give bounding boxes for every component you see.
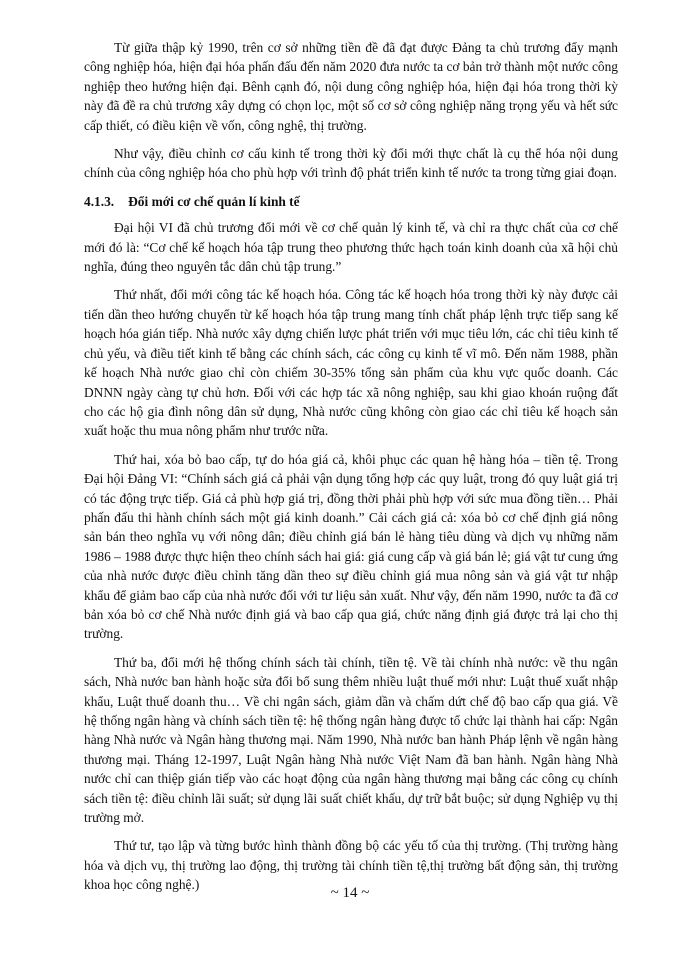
section-number: 4.1.3. xyxy=(84,193,115,209)
paragraph-second-pricing: Thứ hai, xóa bỏ bao cấp, tự do hóa giá cả, khôi phục các quan hệ hàng hóa – tiền tệ. Trong Đại hội Đảng VI: “Chính sách giá cả phải vận dụng tổng hợp các quy luật, trong đó quy luật giá trị có tác động trực tiếp. Giá cả phù hợp giá trị, đồng thời phải phù hợp với sức mua đồng tiền… Phải phấn đấu thi hành chính sách một giá kinh doanh.” Cải cách giá cả: xóa bỏ cơ chế định giá nông sản bán theo nghĩa vụ với nông dân; điều chỉnh giá bán lẻ hàng tiêu dùng và dịch vụ những năm 1986 – 1988 được thực hiện theo chính sách hai giá: giá cung cấp và giá bán lẻ; giá vật tư cung ứng của nhà nước được điều chỉnh tăng dần theo sự điều chỉnh giá mua nông sản và giá vật tư nhập khẩu để giảm bao cấp của nhà nước đối với tư liệu sản xuất. Như vậy, đến năm 1990, nước ta đã cơ bản xóa bỏ cơ chế Nhà nước định giá và bao cấp qua giá, chức năng định giá được trả lại cho thị trường. xyxy=(84,451,618,642)
paragraph-industrialization-1990s: Từ giữa thập kỷ 1990, trên cơ sở những tiền đề đã đạt được Đảng ta chủ trương đẩy mạnh công nghiệp hóa, hiện đại hóa phấn đấu đến năm 2020 đưa nước ta cơ bản trở thành một nước công nghiệp theo hướng hiện đại. Bênh cạnh đó, nội dung công nghiệp hóa, hiện đại hóa trong thời kỳ này đã đề ra chủ trương xây dựng có chọn lọc, một số cơ sở công nghiệp năng trọng yếu và hết sức cấp thiết, có điều kiện về vốn, công nghệ, thị trường. xyxy=(84,40,618,133)
paragraph-first-planning: Thứ nhất, đổi mới công tác kế hoạch hóa. Công tác kế hoạch hóa trong thời kỳ này được cải tiến dần theo hướng chuyển từ kế hoạch hóa tập trung mang tính chất pháp lệnh trực tiếp sang kế hoạch hóa gián tiếp. Nhà nước xây dựng chiến lược phát triển với mục tiêu lớn, các chỉ tiêu kinh tế chủ yếu, và điều tiết kinh tế bằng các chính sách, các công cụ kinh tế vĩ mô. Đến năm 1988, phần kế hoạch Nhà nước giao chỉ còn chiếm 30-35% tổng sản phẩm của khu vực quốc doanh. Các DNNN ngày càng tự chủ hơn. Đối với các hợp tác xã nông nghiệp, sau khi giao khoán ruộng đất cho các hộ gia đình nông dân sử dụng, Nhà nước cũng không còn giao các chỉ tiêu kế hoạch sản xuất hoặc thu mua nông phẩm như trước nữa. xyxy=(84,287,618,439)
paragraph-restructuring-summary: Như vậy, điều chỉnh cơ cấu kinh tế trong thời kỳ đổi mới thực chất là cụ thể hóa nội dung chính của công nghiệp hóa cho phù hợp với trình độ phát triển kinh tế nước ta trong từng giai đoạn. xyxy=(84,146,618,181)
section-title: Đổi mới cơ chế quản lí kinh tế xyxy=(128,193,300,209)
paragraph-congress-vi: Đại hội VI đã chủ trương đổi mới về cơ chế quản lý kinh tế, và chỉ ra thực chất của cơ chế mới đó là: “Cơ chế kế hoạch hóa tập trung theo phương thức hạch toán kinh doanh của xã hội chủ nghĩa, đúng theo nguyên tắc dân chủ tập trung.” xyxy=(84,220,618,275)
page-number: ~ 14 ~ xyxy=(330,885,370,901)
paragraph-fourth-markets: Thứ tư, tạo lập và từng bước hình thành đồng bộ các yếu tố của thị trường. (Thị trường hàng hóa và dịch vụ, thị trường lao động, thị trường tài chính tiền tệ,thị trường bất động sản, thị trường khoa học công nghệ.) xyxy=(84,838,618,893)
paragraph-third-finance: Thứ ba, đổi mới hệ thống chính sách tài chính, tiền tệ. Về tài chính nhà nước: về thu ngân sách, Nhà nước ban hành hoặc sửa đổi bổ sung thêm nhiều luật thuế mới như: Luật thuế xuất nhập khẩu, Luật thuế doanh thu… Về chi ngân sách, giảm dần và chấm dứt chế độ bao cấp qua giá. Về hệ thống ngân hàng và chính sách tiền tệ: hệ thống ngân hàng được tổ chức lại thành hai cấp: Ngân hàng Nhà nước và Ngân hàng thương mại. Năm 1990, Nhà nước ban hành Pháp lệnh về ngân hàng thương mại. Tháng 12-1997, Luật Ngân hàng Nhà nước Việt Nam đã ban hành. Ngân hàng Nhà nước chỉ can thiệp gián tiếp vào các hoạt động của ngân hàng thương mại bằng các công cụ chính sách tiền tệ: điều chỉnh lãi suất; sử dụng lãi suất chiết khấu, dự trữ bắt buộc; sử dụng Nghiệp vụ thị trường mở. xyxy=(84,654,618,826)
section-heading xyxy=(84,192,618,211)
